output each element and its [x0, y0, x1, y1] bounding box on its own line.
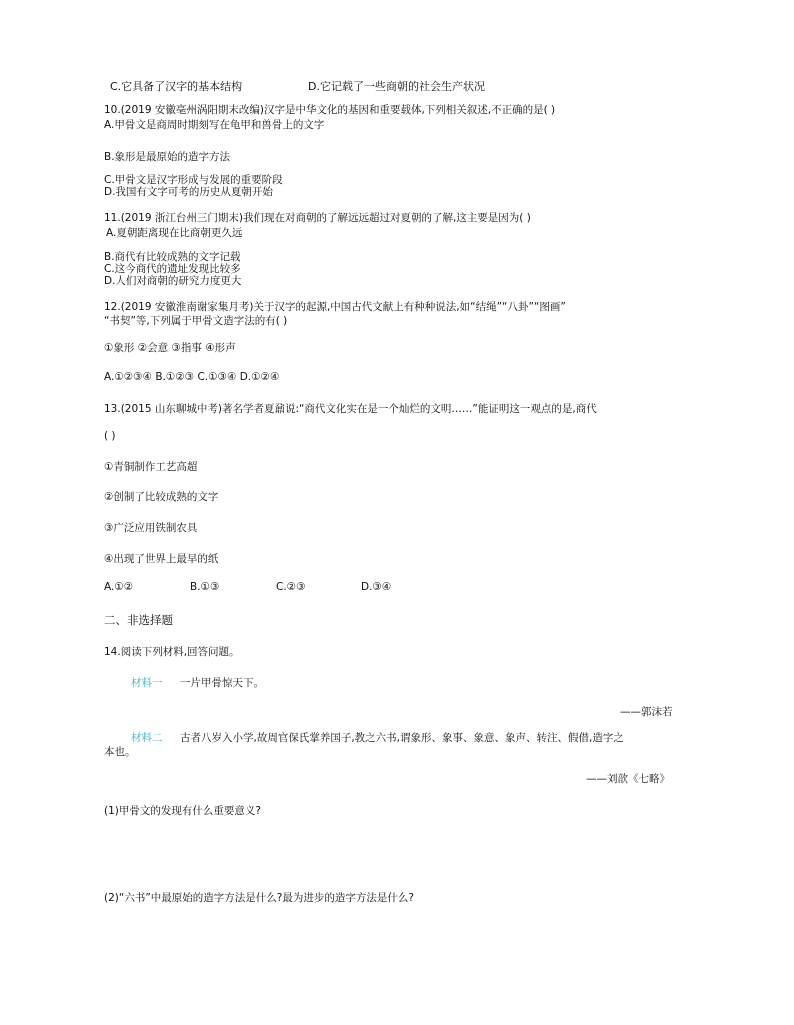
q11-option-a: A.夏朝距离现在比商朝更久远	[106, 227, 243, 239]
material-two-text-line1: 古者八岁入小学,故周官保氏掌养国子,教之六书,谓象形、象事、象意、象声、转注、假借,造字之	[180, 732, 624, 744]
material-two-text-line2: 本也。	[104, 746, 136, 758]
q11-stem: 11.(2019 浙江台州三门期末)我们现在对商朝的了解远远超过对夏朝的了解,这主要是因为( )	[104, 212, 531, 224]
q13-option-a: A.①②	[104, 581, 134, 593]
q11-option-b: B.商代有比较成熟的文字记载	[104, 251, 241, 263]
q13-item-4: ④出现了世界上最早的纸	[104, 553, 219, 565]
q10-stem: 10.(2019 安徽亳州涡阳期末改编)汉字是中华文化的基因和重要载体,下列相关叙述,不正确的是( )	[104, 104, 556, 116]
q13-option-b: B.①③	[190, 581, 220, 593]
q10-option-b: B.象形是最原始的造字方法	[104, 151, 231, 163]
q9-option-d: D.它记载了一些商朝的社会生产状况	[308, 80, 485, 93]
material-two-label: 材料二	[131, 732, 163, 744]
q13-item-1: ①青铜制作工艺高超	[104, 461, 198, 473]
q13-item-3: ③广泛应用铁制农具	[104, 522, 198, 534]
q10-option-a: A.甲骨文是商周时期刻写在龟甲和兽骨上的文字	[104, 119, 325, 131]
q11-option-d: D.人们对商朝的研究力度更大	[104, 275, 242, 287]
q14-stem: 14.阅读下列材料,回答问题。	[104, 646, 240, 658]
q13-stem-line2: ( )	[104, 430, 116, 442]
q12-options: A.①②③④ B.①②③ C.①③④ D.①②④	[104, 371, 280, 383]
q12-stem-line1: 12.(2019 安徽淮南谢家集月考)关于汉字的起源,中国古代文献上有种种说法,如“结绳”“八卦”“图画”	[104, 301, 566, 313]
q13-option-c: C.②③	[276, 581, 306, 593]
q9-option-c: C.它具备了汉字的基本结构	[110, 80, 243, 93]
q10-option-c: C.甲骨文是汉字形成与发展的重要阶段	[104, 174, 283, 186]
material-two-source: ——刘歆《七略》	[586, 773, 670, 785]
q12-items: ①象形 ②会意 ③指事 ④形声	[104, 342, 236, 354]
material-one-label: 材料一	[131, 677, 163, 689]
material-one-text: 一片甲骨惊天下。	[180, 677, 264, 689]
q14-subquestion-2: (2)“六书”中最原始的造字方法是什么?最为进步的造字方法是什么?	[104, 892, 414, 904]
material-one-source: ——郭沫若	[620, 706, 673, 718]
q13-stem-line1: 13.(2015 山东聊城中考)著名学者夏鼐说:“商代文化实在是一个灿烂的文明……”能证明这一观点的是,商代	[104, 403, 597, 415]
q11-option-c: C.这今商代的遗址发现比较多	[104, 263, 241, 275]
q12-stem-line2: “书契”等,下列属于甲骨文造字法的有( )	[104, 315, 288, 327]
q13-option-d: D.③④	[361, 581, 392, 593]
section-heading: 二、非选择题	[104, 613, 173, 627]
q10-option-d: D.我国有文字可考的历史从夏朝开始	[104, 186, 273, 198]
q13-item-2: ②创制了比较成熟的文字	[104, 491, 219, 503]
q14-subquestion-1: (1)甲骨文的发现有什么重要意义?	[104, 805, 261, 817]
